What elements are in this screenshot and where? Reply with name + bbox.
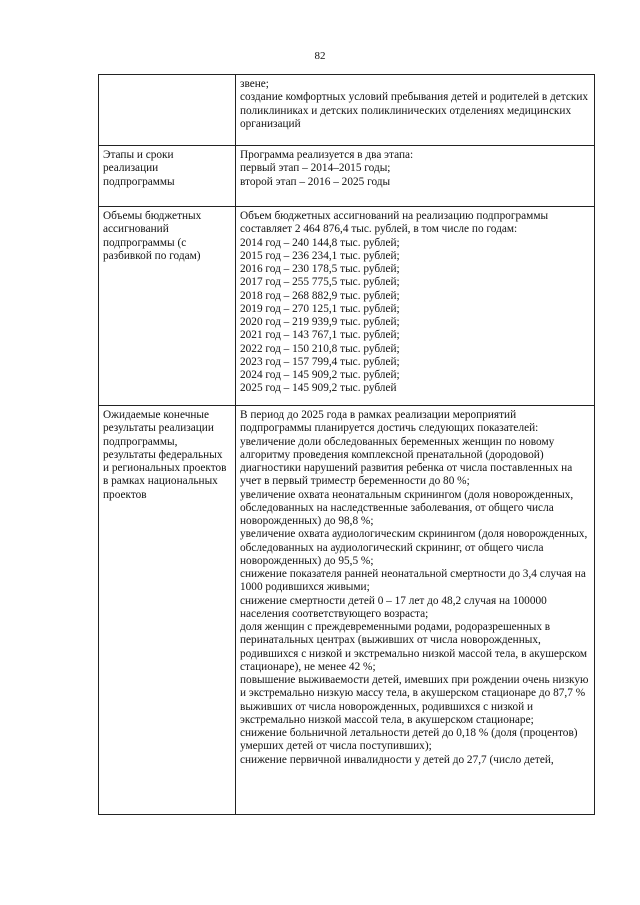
content-line: повышение выживаемости детей, имевших при рождении очень низкую и экстремально низкую массу тела, в акушерском стационаре до 87,7 % выживших от числа новорожденных, родившихся с низкой и экстремально низкой массой тела, в акушерском стационаре; (240, 674, 589, 726)
content-line: снижение первичной инвалидности у детей до 27,7 (число детей, (240, 753, 554, 766)
content-line: 2017 год – 255 775,5 тыс. рублей; (240, 276, 400, 289)
content-line: увеличение охвата аудиологическим скринингом (доля новорожденных, обследованных на аудиологический скрининг, от общего числа новорожденных) до 95,5 %; (240, 528, 588, 567)
content-line: создание комфортных условий пребывания детей и родителей в детских поликлиниках и детских поликлинических отделениях медицинских организаций (240, 91, 589, 130)
content-line: 2023 год – 157 799,4 тыс. рублей; (240, 355, 400, 368)
content-line: увеличение охвата неонатальным скринингом (доля новорожденных, обследованных на наследственные заболевания, от общего числа новорожденных) до 98,8 %; (240, 488, 574, 527)
row-content (236, 146, 595, 207)
content-line: второй этап – 2016 – 2025 годы (240, 175, 391, 188)
content-line: 2021 год – 143 767,1 тыс. рублей; (240, 329, 400, 342)
row-label: Ожидаемые конечные результаты реализации подпрограммы, результаты федеральных и региональных проектов в рамках национальных проектов (99, 406, 236, 815)
content-line: снижение показателя ранней неонатальной смертности до 3,4 случая на 1000 родившихся живыми; (240, 568, 586, 594)
table-row (99, 406, 595, 815)
page-number: 82 (314, 50, 326, 62)
content-line: звене; (240, 78, 269, 90)
content-line: 2022 год – 150 210,8 тыс. рублей; (240, 342, 400, 355)
content-line: 2024 год – 145 909,2 тыс. рублей; (240, 369, 400, 381)
content-line: доля женщин с преждевременными родами, родоразрешенных в перинатальных центрах (выживших от числа новорожденных, родившихся с низкой и экстремально низкой массой тела, в акушерском стационаре), не менее 42 %; (240, 621, 588, 673)
table-row (99, 207, 595, 406)
subprogram-passport-table (98, 74, 595, 815)
content-line: 2019 год – 270 125,1 тыс. рублей; (240, 302, 400, 315)
content-line: снижение смертности детей 0 – 17 лет до 48,2 случая на 100000 населения соответствующего возраста; (240, 594, 547, 620)
content-line: Объем бюджетных ассигнований на реализацию подпрограммы составляет 2 464 876,4 тыс. рублей, в том числе по годам: (240, 210, 549, 236)
row-content (236, 207, 595, 406)
content-line: 2018 год – 268 882,9 тыс. рублей; (240, 289, 400, 302)
table-row (99, 75, 595, 146)
row-label (99, 75, 236, 146)
content-line: 2016 год – 230 178,5 тыс. рублей; (240, 263, 400, 275)
content-line: 2015 год – 236 234,1 тыс. рублей; (240, 249, 400, 262)
content-line: 2025 год – 145 909,2 тыс. рублей (240, 382, 397, 395)
content-line: В период до 2025 года в рамках реализации мероприятий подпрограммы планируется достичь следующих показателей: (240, 409, 539, 435)
table-row (99, 146, 595, 207)
content-line: увеличение доли обследованных беременных женщин по новому алгоритму проведения комплексной пренатальной (дородовой) диагностики нарушений развития ребенка от числа поставленных на учет в первый триместр беременности до 80 %; (240, 435, 573, 488)
content-line: первый этап – 2014–2015 годы; (240, 162, 391, 175)
row-label: Этапы и сроки реализации подпрограммы (99, 146, 236, 207)
row-label: Объемы бюджетных ассигнований подпрограммы (с разбивкой по годам) (99, 207, 236, 406)
content-line: Программа реализуется в два этапа: (240, 149, 414, 161)
content-line: 2014 год – 240 144,8 тыс. рублей; (240, 236, 400, 249)
row-content (236, 75, 595, 146)
content-line: 2020 год – 219 939,9 тыс. рублей; (240, 316, 400, 328)
row-content (236, 406, 595, 815)
content-line: снижение больничной летальности детей до 0,18 % (доля (процентов) умерших детей от числа поступивших); (240, 727, 578, 753)
